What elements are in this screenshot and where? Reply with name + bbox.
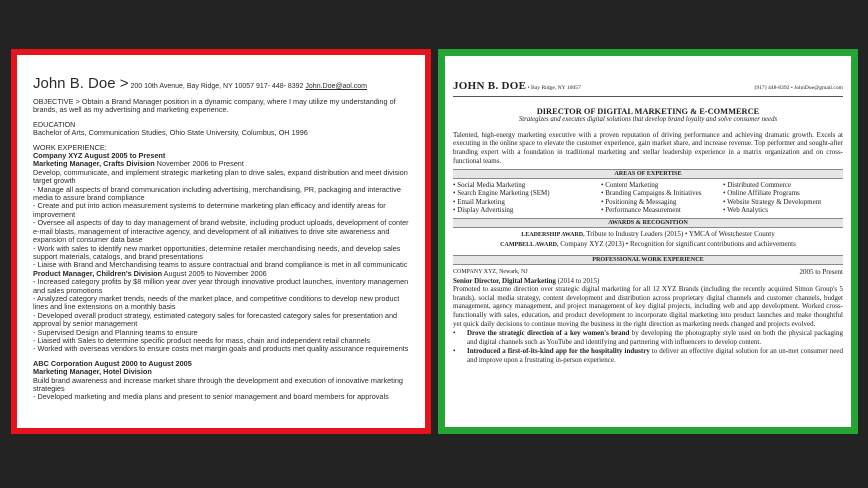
good-resume-header <box>453 82 843 97</box>
area-item: • Branding Campaigns & Initiatives <box>601 189 702 198</box>
work-heading: WORK EXPERIENCE: <box>33 142 107 152</box>
good-resume-title: DIRECTOR OF DIGITAL MARKETING & E-COMMERCE <box>536 106 760 116</box>
job2-line: - Analyzed category market trends, needs of the market place, and competitive conditions to develop new product <box>33 293 400 303</box>
company-name: COMPANY XYZ, Newark, NJ <box>453 268 528 275</box>
area-item: • Distributed Commerce <box>723 181 792 190</box>
bad-resume-contact <box>131 83 367 90</box>
good-resume-tagline: Strategizes and executes digital solutions that develop brand loyalty and solve consumer needs <box>518 116 778 124</box>
bad-resume-panel <box>11 49 431 434</box>
job2-line: - Worked with overseas vendors to ensure costs met margin goals and products met quality assurance requirements <box>33 344 409 354</box>
job1-line: - Manage all aspects of brand communication including advertising, merchandising, PR, packaging and interactive <box>33 184 401 194</box>
good-resume-summary: Talented, high-energy marketing executive with a proven reputation of driving performance and achieving dramatic growth. Excels at executing in the online space to elevate the customer experience, gain market share, and increase revenue. Top performer and sought-after branding expert with a foundation in traditional marketing and stellar leadership experience in a matrix organization and on cross-functional teams. <box>453 130 843 165</box>
job1-line: - Work with sales to identify new market opportunities, determine retailer merchandising needs, and develop sales <box>33 243 401 253</box>
good-resume-name: JOHN B. DOE <box>453 80 527 92</box>
job3-line: - Developed marketing and media plans and present to senior management and board members for approvals <box>33 392 389 402</box>
bad-resume-header <box>33 75 415 92</box>
award-text: Tribute to Industry Leaders (2015) • YMCA of Westchester County <box>584 229 775 238</box>
areas-heading: AREAS OF EXPERTISE <box>453 169 843 179</box>
company-dates: 2005 to Present <box>799 267 843 276</box>
job1-line: media to assure brand compliance <box>33 193 145 203</box>
job2-line: - Supervised Design and Planning teams to ensure <box>33 327 198 337</box>
awards-heading: AWARDS & RECOGNITION <box>453 218 843 228</box>
job1-line: - Liaise with Brand and Merchandising teams to assure contractual and brand compliance is met in all communicatic <box>33 260 408 270</box>
job2-title: Product Manager, Children's Division <box>33 268 163 278</box>
job1-line: e-mail blasts, management of interactive agency, and development of all initiatives to drive site awareness and <box>33 226 390 236</box>
job-role <box>453 277 843 286</box>
objective-line: OBJECTIVE > Obtain a Brand Manager position in a dynamic company, where I may utilize my understanding of <box>33 97 396 106</box>
job1-dates: November 2006 to Present <box>154 159 244 169</box>
job3-company: ABC Corporation August 2000 to August 2005 <box>33 358 192 368</box>
area-item: • Email Marketing <box>453 197 505 206</box>
bad-resume-email: John.Doe@aol.com <box>305 83 367 90</box>
job2-line: approval by senior management <box>33 319 138 329</box>
good-resume-address: • Bay Ridge, NY 10057 <box>526 85 581 91</box>
bullet-dot-icon: • <box>453 347 456 356</box>
job2-line: lines and line extensions on a monthly basis <box>33 302 176 312</box>
education-heading: EDUCATION <box>33 119 76 129</box>
job1-line: target growth <box>33 176 76 186</box>
job1-line: improvement <box>33 209 76 219</box>
awards-list <box>453 230 843 251</box>
area-item: • Web Analytics <box>723 205 768 214</box>
award-text: Company XYZ (2013) • Recognition for significant contributions and achievements <box>558 240 796 249</box>
job2-line: and sales promotions <box>33 285 103 295</box>
award-item <box>453 240 843 251</box>
job2-line: - Liaised with Sales to determine specific product needs for mass, chain and independent retail channels <box>33 335 371 345</box>
award-name: CAMPBELL AWARD, <box>500 242 559 249</box>
bullet-rest: by developing the photography style used on both the physical packaging and digital channels such as YouTube and identifying and partnering with influencers to develop content. <box>467 329 843 346</box>
job-title: Senior Director, Digital Marketing <box>453 276 556 285</box>
bullet-text <box>467 347 843 364</box>
bad-resume-objective <box>33 98 415 115</box>
bullet-rest: to deliver an effective digital solution for an un-met consumer need and improve upon a frustrating in-person experience. <box>467 347 843 364</box>
area-item: • Search Engine Marketing (SEM) <box>453 189 550 198</box>
work-heading: PROFESSIONAL WORK EXPERIENCE <box>453 255 843 265</box>
good-resume-panel <box>438 49 858 434</box>
job1-line: - Oversee all aspects of day to day management of brand website, including product uploads, development of conter <box>33 218 409 228</box>
company-row <box>453 268 843 277</box>
bullet-bold: Introduced a first-of-its-kind app for the hospitality industry <box>467 347 650 356</box>
areas-grid <box>453 181 843 214</box>
area-item: • Social Media Marketing <box>453 181 526 190</box>
job3-line: strategies <box>33 384 65 393</box>
job1-line: Develop, communicate, and implement strategic marketing plan to drive sales, expand distribution and meet division <box>33 167 408 177</box>
good-resume-content <box>445 56 851 365</box>
objective-line: brands, as well as my advertising and marketing experience. <box>33 105 229 115</box>
job2-line: - Developed overall product strategy, estimated category sales for forecasted category sales for presentation and <box>33 310 398 320</box>
good-resume-contact: (917) 448-8392 • JohnDoe@gmail.com <box>754 85 843 91</box>
area-item: • Positioning & Messaging <box>601 197 677 206</box>
area-item: • Performance Measurement <box>601 205 681 214</box>
area-item: • Online Affiliate Programs <box>723 189 800 198</box>
education-line: Bachelor of Arts, Communication Studies, Ohio State University, Columbus, OH 1996 <box>33 128 308 138</box>
achievement-bullet <box>453 347 843 364</box>
good-resume-name-block <box>453 82 581 93</box>
bad-resume-address: 200 10th Avenue, Bay Ridge, NY 10057 917- 448- 8392 <box>130 83 304 90</box>
achievement-bullet <box>453 329 843 346</box>
job1-line: - Create and put into action measurement systems to determine marketing plan efficacy and identify areas for <box>33 201 386 211</box>
job-dates: (2014 to 2015) <box>555 276 600 285</box>
job1-company: Company XYZ August 2005 to Present <box>33 151 166 161</box>
bad-resume-name: John B. Doe > <box>33 75 129 92</box>
award-item <box>453 230 843 241</box>
job-description: Promoted to assume direction over strategic digital marketing for all 12 XYZ Brands (including the recently acquired Simon Group's 5 brands), social media strategy, content development and distribution across proprietary digital channels and customer channels, budget management, agency management, and project management of key digital projects, including web and app development. Worked cross-functionally with sales, education, and product development to incorporate digital marketing into product launches and make thoughtful yet quick daily decisions to continue moving the business in the right direction as marketing needs changed and projects evolved. <box>453 285 843 328</box>
area-item: • Website Strategy & Development <box>723 197 822 206</box>
job3-line: Build brand awareness and increase market share through the development and execution of innovative marketing <box>33 375 403 385</box>
bad-resume-work <box>33 144 415 402</box>
bullet-dot-icon: • <box>453 329 456 338</box>
job2-line: - Increased category profits by $8 million year over year through innovative product launches, inventory managemen <box>33 277 409 287</box>
job1-title: Marketing Manager, Crafts Division <box>33 159 155 169</box>
bullet-text <box>467 329 843 346</box>
job1-line: support materials, catalogs, and brand presentations <box>33 251 203 261</box>
job3-title: Marketing Manager, Hotel Division <box>33 367 152 377</box>
award-name: LEADERSHIP AWARD, <box>521 231 585 238</box>
area-item: • Display Advertising <box>453 205 514 214</box>
bad-resume-content <box>17 55 425 402</box>
bullet-bold: Drove the strategic direction of a key women's brand <box>467 329 630 338</box>
job2-dates: August 2005 to November 2006 <box>162 268 267 278</box>
bad-resume-education <box>33 121 415 138</box>
job1-line: expansion of consumer data base <box>33 235 143 245</box>
area-item: • Content Marketing <box>601 181 659 190</box>
